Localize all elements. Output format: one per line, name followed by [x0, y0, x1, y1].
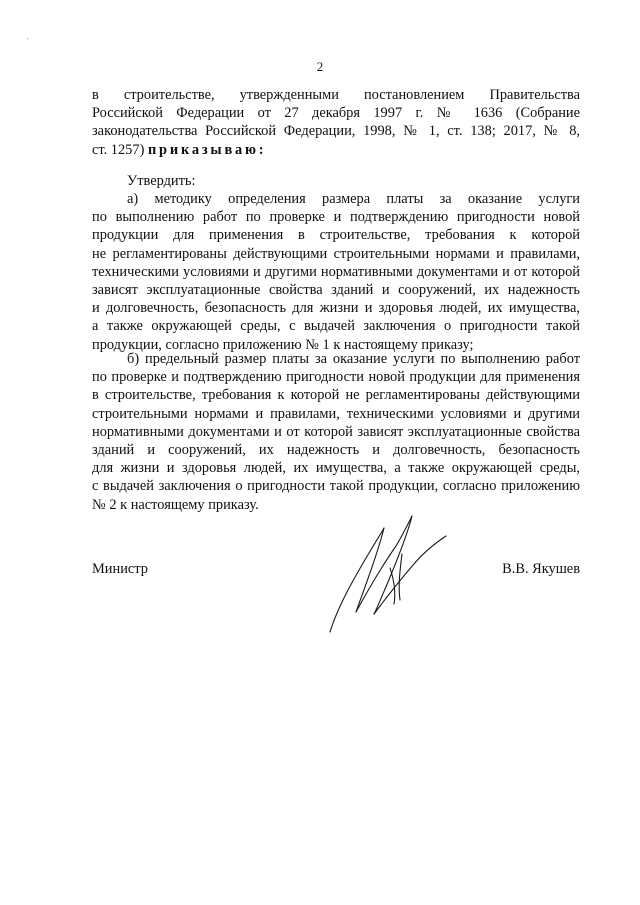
intro-paragraph	[92, 86, 580, 159]
page-number: 2	[316, 59, 324, 74]
intro-line: Российской Федерации от 27 декабря 1997 г. № 1636 (Собрание	[92, 105, 580, 122]
item-b-line: зданий и сооружений, их надежность и долговечность, безопасность	[92, 441, 580, 458]
item-b-line: № 2 к настоящему приказу.	[92, 496, 259, 513]
item-a-line: и долговечность, безопасность для жизни и здоровья людей, их имущества,	[92, 300, 580, 317]
item-b-line: в строительстве, требования к которой не регламентированы действующими	[92, 387, 580, 404]
scan-speck	[27, 38, 28, 39]
item-b-line: нормативными документами и от которой зависят эксплуатационные свойства	[92, 423, 580, 440]
intro-last-line-text: ст. 1257)	[92, 141, 148, 158]
approve-block	[92, 172, 580, 190]
item-a-line: а также окружающей среды, с выдачей заключения о пригодности такой	[92, 318, 580, 335]
item-a-line: не регламентированы действующими строительными нормами и правилами,	[92, 245, 580, 262]
item-a-line: продукции для применения в строительстве, требования к которой	[92, 227, 580, 244]
item-a-line: зависят эксплуатационные свойства зданий и сооружений, их надежность	[92, 281, 580, 298]
signatory-title: Министр	[92, 561, 148, 577]
intro-line: в строительстве, утвержденными постановлением Правительства	[92, 87, 580, 103]
item-b-line: по проверке и подтверждению пригодности новой продукции для применения	[92, 369, 580, 386]
item-a-line: техническими условиями и другими нормативными документами и от которой	[92, 263, 580, 280]
item-b-line: для жизни и здоровья людей, их имущества, а также окружающей среды,	[92, 460, 580, 477]
intro-line: законодательства Российской Федерации, 1998, № 1, ст. 138; 2017, № 8,	[92, 123, 580, 140]
item-b-paragraph	[92, 350, 580, 514]
item-b-line: с выдачей заключения о пригодности такой продукции, согласно приложению	[92, 478, 580, 495]
order-word: приказываю:	[147, 141, 267, 158]
item-a-line: продукции, согласно приложению № 1 к настоящему приказу;	[92, 336, 474, 353]
item-a-line: по выполнению работ по проверке и подтверждению пригодности новой	[92, 209, 580, 226]
approve-heading: Утвердить:	[127, 173, 196, 189]
item-b-line: строительными нормами и правилами, техническими условиями и другими	[92, 405, 580, 422]
handwritten-signature	[316, 508, 456, 638]
intro-last-line	[92, 141, 580, 159]
signatory-name: В.В. Якушев	[502, 561, 580, 577]
item-b-line: б) предельный размер платы за оказание услуги по выполнению работ	[127, 351, 580, 367]
item-a-line: а) методику определения размера платы за оказание услуги	[127, 191, 580, 207]
item-a-paragraph	[92, 190, 580, 354]
